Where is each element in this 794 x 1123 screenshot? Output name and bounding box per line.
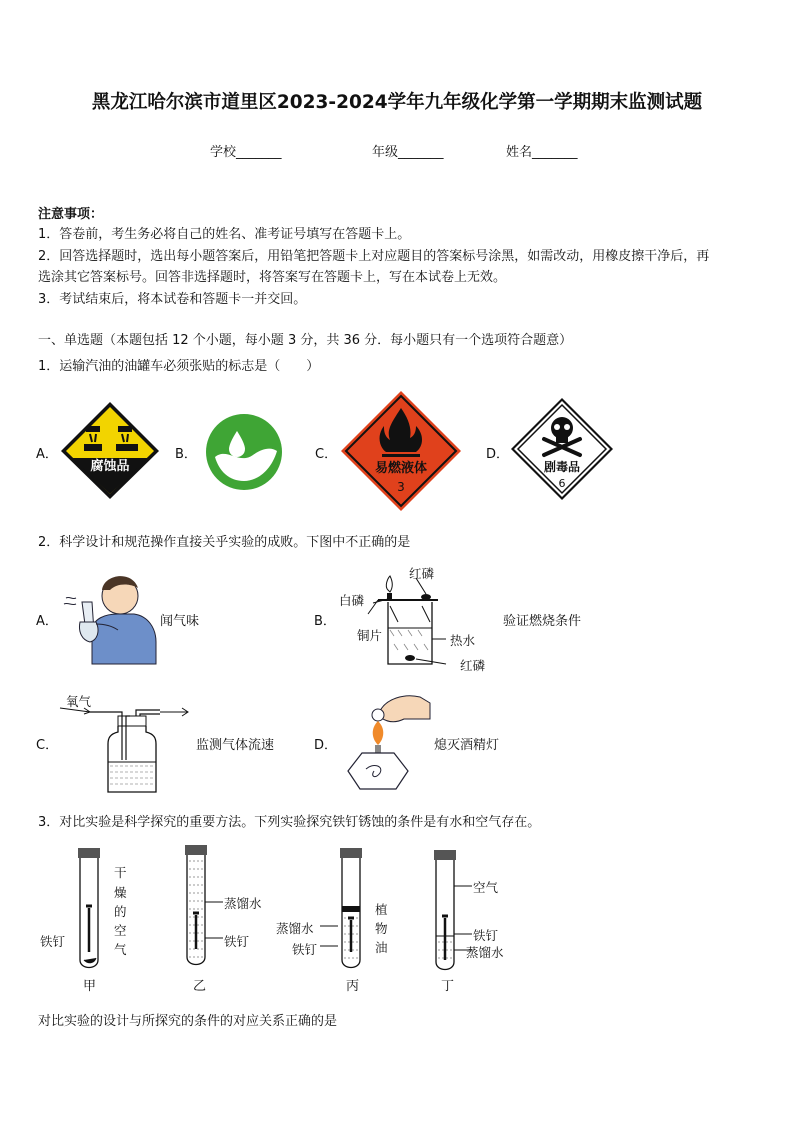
q2-option-a[interactable]: A． [36,614,58,629]
notice-item-3: 3．考试结束后，将本试卷和答题卡一并交回。 [38,292,307,307]
q2-b-red-phosphorus-top: 红磷 [409,566,435,581]
question-2-stem: 2．科学设计和规范操作直接关乎实验的成败。下图中不正确的是 [38,535,411,550]
question-3-tail: 对比实验的设计与所探究的条件的对应关系正确的是 [38,1014,338,1029]
q3-ding-air: 空气 [473,880,499,895]
question-3-stem: 3．对比实验是科学探究的重要方法。下列实验探究铁钉锈蚀的条件是有水和空气存在。 [38,815,541,830]
toxic-sign-icon [510,397,614,501]
flammable-liquid-sign-icon [340,390,462,512]
q3-yi-nail: 铁钉 [224,934,250,949]
q2-d-caption: 熄灭酒精灯 [434,738,500,753]
test-tube-jia-icon [74,848,104,972]
q2-b-red-phosphorus-bottom: 红磷 [460,658,486,673]
flammable-sign-label: 易燃液体 [374,461,428,476]
notice-heading: 注意事项： [38,207,104,222]
notice-item-2b: 选涂其它答案标号。回答非选择题时，将答案写在答题卡上，写在本试卷上无效。 [38,270,507,285]
q3-jia-dry-3: 的 [114,904,127,919]
q2-c-oxygen-label: 氧气 [66,694,92,709]
q2-b-white-phosphorus: 白磷 [339,593,365,608]
q3-tube-label-bing: 丙 [346,979,360,994]
q3-tube-label-yi: 乙 [193,979,207,994]
q3-jia-dry-2: 燥 [114,885,127,900]
q3-bing-oil-1: 植 [375,902,388,917]
q3-bing-water: 蒸馏水 [276,921,314,936]
question-1-stem: 1．运输汽油的油罐车必须张贴的标志是（ ） [38,359,320,374]
q3-jia-nail: 铁钉 [40,934,66,949]
q1-option-c[interactable]: C． [315,447,338,462]
q3-jia-dry-1: 干 [114,865,127,880]
q3-ding-nail: 铁钉 [473,928,499,943]
q1-option-a[interactable]: A． [36,447,58,462]
gas-bottle-illustration-icon [60,700,195,796]
q3-tube-label-jia: 甲 [83,979,97,994]
q3-tube-label-ding: 丁 [441,979,455,994]
q2-option-d[interactable]: D． [314,738,338,753]
section-heading: 一、单选题（本题包括 12 个小题，每小题 3 分，共 36 分．每小题只有一个选项符合题意） [38,333,573,348]
q3-yi-water: 蒸馏水 [224,896,262,911]
q3-jia-dry-5: 气 [114,942,127,957]
q3-bing-nail: 铁钉 [292,942,318,957]
q2-option-c[interactable]: C． [36,738,59,753]
notice-item-2a: 2．回答选择题时，选出每小题答案后，用铅笔把答题卡上对应题目的答案标号涂黑，如需改动，用橡皮擦干净后，再 [38,249,710,264]
flammable-sign-class: 3 [397,480,405,494]
q3-bing-oil-2: 物 [375,921,388,936]
q2-option-b[interactable]: B． [314,614,336,629]
name-field[interactable]: 姓名_______ [506,145,578,160]
toxic-sign-label: 剧毒品 [543,460,581,474]
q2-c-caption: 监测气体流速 [196,738,275,753]
q3-ding-water: 蒸馏水 [466,945,504,960]
notice-item-1: 1．答卷前，考生务必将自己的姓名、准考证号填写在答题卡上。 [38,227,411,242]
q2-b-caption: 验证燃烧条件 [503,614,582,629]
corrosive-sign-label: 腐蚀品 [90,459,130,474]
grade-field[interactable]: 年级_______ [372,145,444,160]
smelling-person-illustration-icon [62,568,158,664]
page-title: 黑龙江哈尔滨市道里区2023-2024学年九年级化学第一学期期末监测试题 [91,92,703,113]
test-tube-bing-icon [336,848,366,972]
q1-option-b[interactable]: B． [175,447,197,462]
q2-b-copper-plate: 铜片 [357,628,383,643]
q3-yi-pointer-lines [205,900,225,940]
q2-a-caption: 闻气味 [160,614,200,629]
alcohol-lamp-illustration-icon [340,693,432,793]
corrosive-sign-icon [60,402,160,500]
q3-bing-oil-3: 油 [375,940,388,955]
q3-jia-dry-4: 空 [114,923,127,938]
q2-b-hot-water: 热水 [450,633,476,648]
recycle-water-sign-icon [205,413,283,491]
school-field[interactable]: 学校_______ [210,145,282,160]
toxic-sign-class: 6 [558,477,566,490]
q1-option-d[interactable]: D． [486,447,510,462]
